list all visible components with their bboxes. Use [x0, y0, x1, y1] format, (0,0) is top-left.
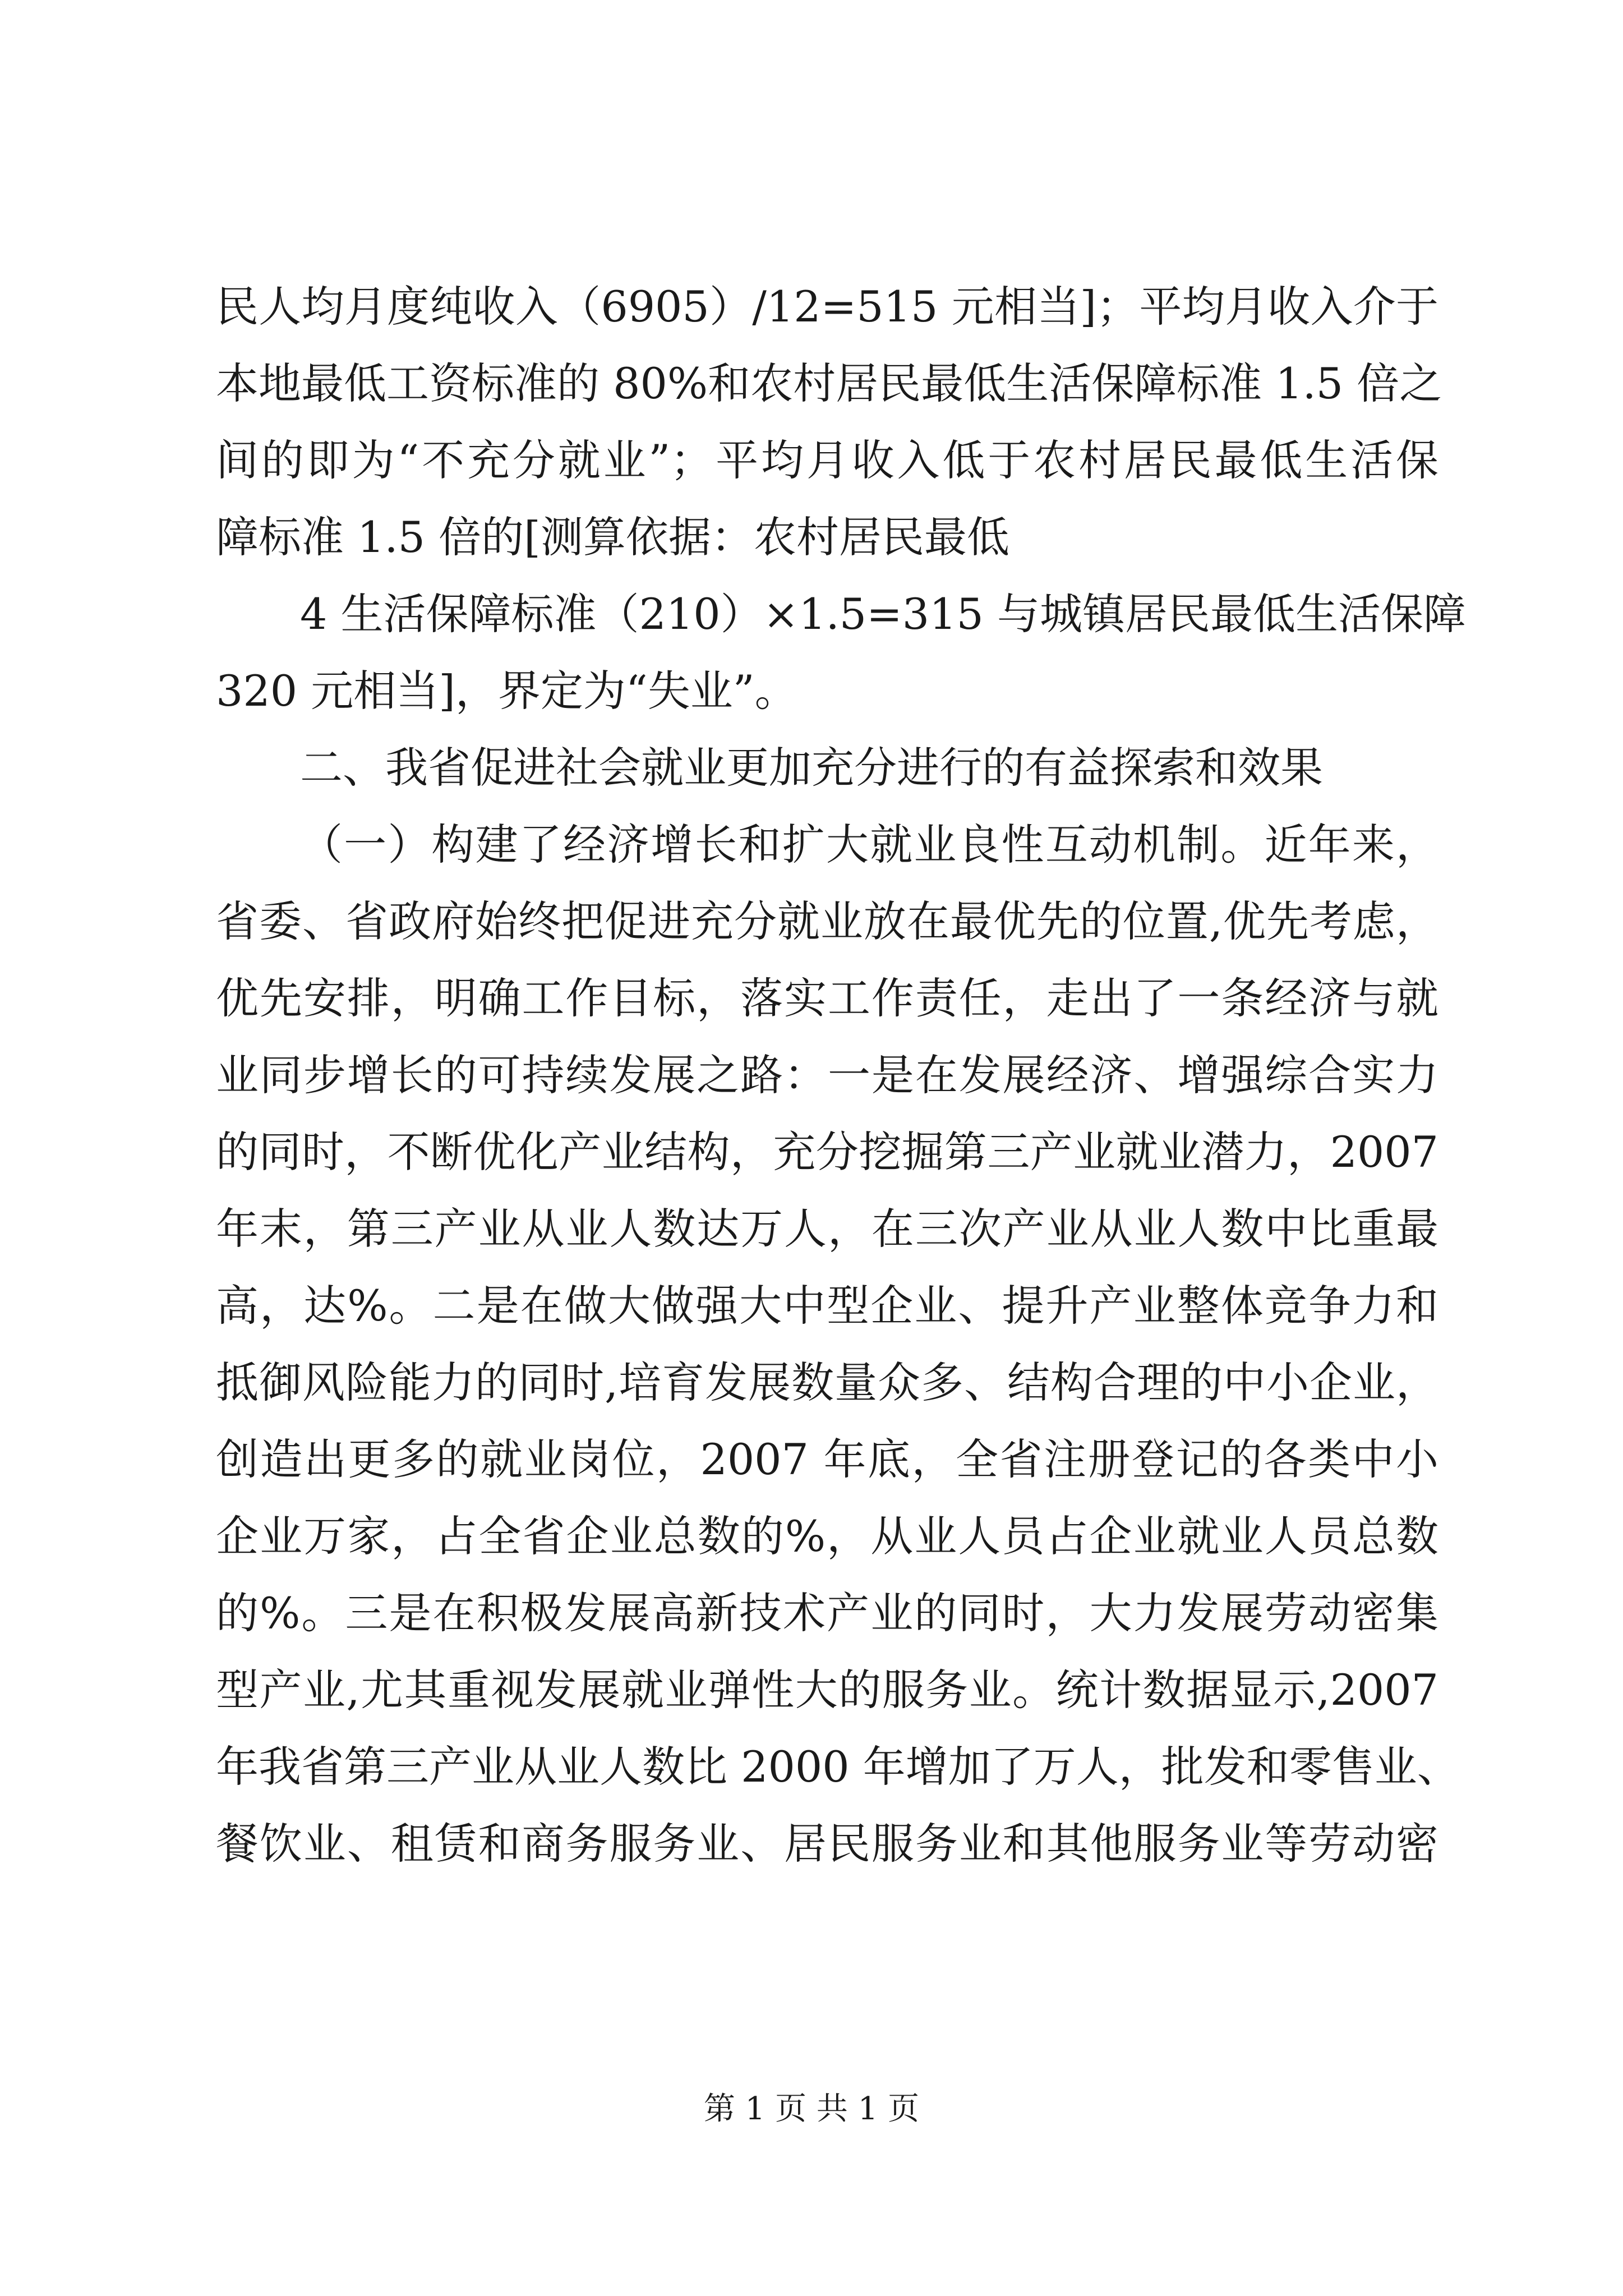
text-line: 餐饮业、租赁和商务服务业、居民服务业和其他服务业等劳动密 — [216, 1819, 1438, 1869]
text-line: 型产业,尤其重视发展就业弹性大的服务业。统计数据显示,2007 — [216, 1665, 1438, 1715]
body-text — [216, 268, 1467, 1882]
text-line: 企业万家，占全省企业总数的%，从业人员占企业就业人员总数 — [216, 1511, 1438, 1561]
section-heading: 二、我省促进社会就业更加充分进行的有益探索和效果 — [300, 743, 1323, 793]
text-line: 民人均月度纯收入（6905）/12=515 元相当]；平均月收入介于 — [216, 282, 1438, 332]
text-line: 业同步增长的可持续发展之路：一是在发展经济、增强综合实力 — [216, 1050, 1438, 1100]
text-line: 创造出更多的就业岗位，2007 年底，全省注册登记的各类中小 — [216, 1434, 1438, 1484]
text-line: 4 生活保障标准（210）×1.5=315 与城镇居民最低生活保障 — [300, 589, 1467, 639]
text-line: 年我省第三产业从业人数比 2000 年增加了万人，批发和零售业、 — [216, 1742, 1460, 1792]
page-number-label: 第 1 页 共 1 页 — [703, 2091, 920, 2127]
page-footer — [0, 2087, 1623, 2132]
text-line: 的%。三是在积极发展高新技术产业的同时，大力发展劳动密集 — [216, 1588, 1438, 1638]
text-line: 的同时，不断优化产业结构，充分挖掘第三产业就业潜力，2007 — [216, 1127, 1438, 1177]
text-line: 间的即为“不充分就业”；平均月收入低于农村居民最低生活保 — [216, 435, 1438, 485]
text-line: 本地最低工资标准的 80%和农村居民最低生活保障标准 1.5 倍之 — [216, 358, 1442, 408]
text-line: 年末，第三产业从业人数达万人，在三次产业从业人数中比重最 — [216, 1204, 1438, 1254]
text-line: 320 元相当]，界定为“失业”。 — [216, 666, 797, 716]
subsection-heading-line: （一）构建了经济增长和扩大就业良性互动机制。近年来， — [300, 820, 1438, 869]
text-line: 高，达%。二是在做大做强大中型企业、提升产业整体竞争力和 — [216, 1281, 1438, 1331]
text-line: 省委、省政府始终把促进充分就业放在最优先的位置,优先考虑， — [216, 896, 1438, 946]
text-line: 抵御风险能力的同时,培育发展数量众多、结构合理的中小企业， — [216, 1358, 1438, 1407]
text-line: 障标准 1.5 倍的[测算依据：农村居民最低 — [216, 512, 1009, 562]
text-line: 优先安排，明确工作目标，落实工作责任，走出了一条经济与就 — [216, 973, 1438, 1023]
